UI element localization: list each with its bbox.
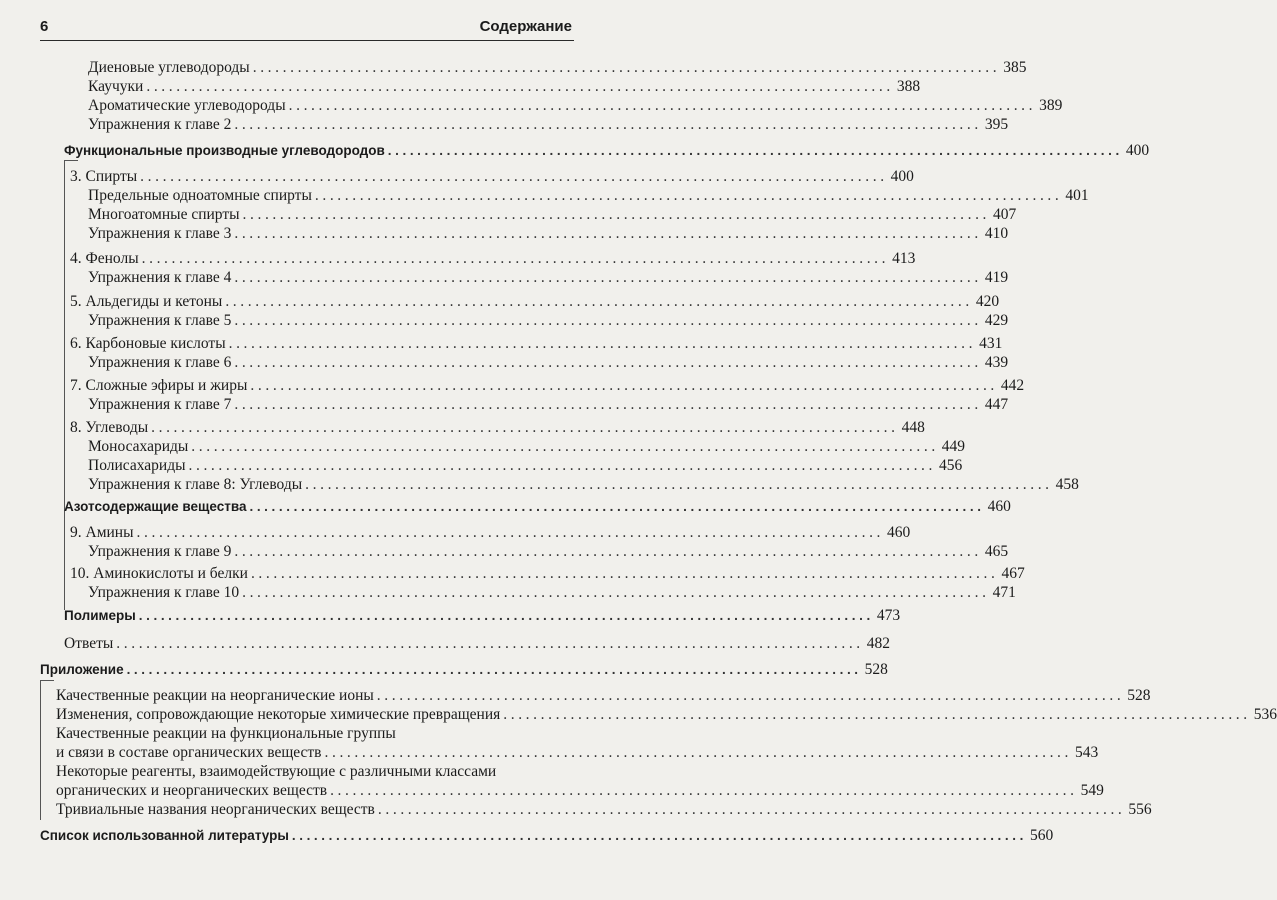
toc-entry-page: 465 <box>984 543 1009 560</box>
toc-section-title: Полимеры <box>64 608 136 623</box>
toc-entry-page: 388 <box>896 78 921 95</box>
toc-section-page: 473 <box>876 607 901 624</box>
dot-leader: .................................................................................................... <box>234 225 982 242</box>
toc-entry-page: 395 <box>984 116 1009 133</box>
toc-entry[interactable] <box>88 353 1009 372</box>
toc-entry-page: 556 <box>1128 801 1152 818</box>
running-header <box>40 14 574 41</box>
page-number: 6 <box>40 18 49 35</box>
toc-entry[interactable] <box>88 96 1063 115</box>
section-bracket-rule <box>40 680 54 681</box>
toc-entry[interactable] <box>88 77 921 96</box>
toc-section[interactable] <box>40 826 1054 845</box>
toc-section-page: 560 <box>1029 827 1054 844</box>
toc-entry-title: Упражнения к главе 10 <box>88 584 240 601</box>
toc-entry-page: 471 <box>992 584 1016 601</box>
toc-entry-page: 429 <box>984 312 1009 329</box>
toc-entry-page: 458 <box>1055 476 1079 493</box>
toc-entry-page: 549 <box>1080 782 1104 799</box>
toc-section[interactable] <box>64 141 1150 160</box>
section-bracket-rule <box>64 160 78 161</box>
dot-leader: .................................................................................................... <box>136 524 885 541</box>
dot-leader: .................................................................................................... <box>234 543 982 560</box>
toc-entry-title: 5. Альдегиды и кетоны <box>70 293 223 310</box>
toc-entry-title: Упражнения к главе 9 <box>88 543 232 560</box>
toc-entry[interactable] <box>88 475 1079 494</box>
toc-entry-page: 467 <box>1001 565 1025 582</box>
toc-entry-title-line: и связи в составе органических веществ <box>56 744 322 761</box>
toc-entry-page: 419 <box>984 269 1009 286</box>
toc-entry-title: 9. Амины <box>70 524 134 541</box>
toc-entry-title: Диеновые углеводороды <box>88 59 250 76</box>
toc-entry-page: 543 <box>1075 744 1099 761</box>
dot-leader: .................................................................................................... <box>234 116 982 133</box>
dot-leader: .................................................................................................... <box>242 584 990 601</box>
toc-entry[interactable] <box>56 743 1099 762</box>
toc-entry-title-line: органических и неорганических веществ <box>56 782 328 799</box>
dot-leader: .................................................................................................... <box>387 143 1123 158</box>
toc-entry[interactable] <box>88 268 1009 287</box>
toc-entry-title: Упражнения к главе 4 <box>88 269 232 286</box>
toc-section[interactable] <box>40 660 888 679</box>
toc-entry[interactable] <box>88 456 963 475</box>
toc-entry[interactable] <box>64 634 891 653</box>
dot-leader: .................................................................................................... <box>228 335 977 352</box>
dot-leader: .................................................................................................... <box>377 801 1126 818</box>
toc-entry-page: 528 <box>1127 687 1151 704</box>
toc-entry[interactable] <box>88 583 1016 602</box>
toc-entry-page: 420 <box>975 293 1000 310</box>
toc-entry-page: 536 <box>1253 706 1277 723</box>
toc-section[interactable] <box>64 497 1011 516</box>
toc-entry-page: 439 <box>984 354 1009 371</box>
toc-entry[interactable] <box>56 705 1277 724</box>
toc-entry-page: 407 <box>993 206 1017 223</box>
dot-leader: .................................................................................................... <box>234 269 982 286</box>
dot-leader: .................................................................................................... <box>126 662 862 677</box>
toc-entry-title: Каучуки <box>88 78 144 95</box>
toc-entry-title: 8. Углеводы <box>70 419 149 436</box>
dot-leader: .................................................................................................... <box>242 206 991 223</box>
toc-section[interactable] <box>64 606 901 625</box>
dot-leader: .................................................................................................... <box>188 457 936 474</box>
toc-entry-page: 413 <box>892 250 916 267</box>
dot-leader: .................................................................................................... <box>250 565 999 582</box>
dot-leader: .................................................................................................... <box>141 250 890 267</box>
toc-entry-page: 431 <box>979 335 1003 352</box>
toc-entry-title: Упражнения к главе 8: Углеводы <box>88 476 303 493</box>
dot-leader: .................................................................................................... <box>146 78 894 95</box>
toc-entry-title: Тривиальные названия неорганических веществ <box>56 801 375 818</box>
toc-entry[interactable] <box>70 418 925 437</box>
toc-entry-page: 456 <box>939 457 963 474</box>
toc-section-title: Функциональные производные углеводородов <box>64 143 385 158</box>
toc-entry[interactable] <box>70 334 1003 353</box>
dot-leader: .................................................................................................... <box>288 97 1037 114</box>
section-bracket-vertical <box>64 160 65 610</box>
toc-entry[interactable] <box>70 376 1025 395</box>
toc-section-title: Список использованной литературы <box>40 828 289 843</box>
toc-entry-title: Моносахариды <box>88 438 189 455</box>
dot-leader: .................................................................................................... <box>324 744 1072 761</box>
toc-entry-page: 410 <box>984 225 1009 242</box>
toc-entry-page: 385 <box>1003 59 1027 76</box>
toc-entry-multiline-first[interactable] <box>56 724 396 743</box>
toc-entry-page: 448 <box>901 419 925 436</box>
dot-leader: .................................................................................................... <box>140 168 888 185</box>
toc-entry[interactable] <box>88 205 1017 224</box>
toc-entry-title: Предельные одноатомные спирты <box>88 187 312 204</box>
toc-entry-page: 449 <box>941 438 966 455</box>
toc-entry-page: 482 <box>866 635 891 652</box>
dot-leader: .................................................................................................... <box>234 354 982 371</box>
dot-leader: .................................................................................................... <box>191 438 939 455</box>
toc-entry-multiline-first[interactable] <box>56 762 496 781</box>
running-title: Содержание <box>479 18 572 35</box>
toc-entry[interactable] <box>88 58 1027 77</box>
dot-leader: .................................................................................................... <box>234 396 982 413</box>
toc-entry-title: 4. Фенолы <box>70 250 139 267</box>
toc-entry[interactable] <box>70 167 914 186</box>
dot-leader: .................................................................................................... <box>116 635 864 652</box>
toc-entry-page: 447 <box>984 396 1009 413</box>
toc-entry-title: 6. Карбоновые кислоты <box>70 335 226 352</box>
toc-section-page: 400 <box>1125 142 1150 159</box>
toc-entry[interactable] <box>88 224 1009 243</box>
toc-entry[interactable] <box>56 800 1152 819</box>
toc-entry-title: Упражнения к главе 3 <box>88 225 232 242</box>
toc-entry-page: 442 <box>1000 377 1025 394</box>
toc-entry[interactable] <box>56 781 1104 800</box>
toc-entry-title: Упражнения к главе 7 <box>88 396 232 413</box>
toc-entry-title: Многоатомные спирты <box>88 206 240 223</box>
toc-entry-page: 389 <box>1039 97 1063 114</box>
toc-section-page: 460 <box>987 498 1011 515</box>
toc-entry[interactable] <box>70 523 911 542</box>
toc-entry[interactable] <box>88 437 966 456</box>
toc-entry-title: Полисахариды <box>88 457 186 474</box>
toc-entry-title-line: Качественные реакции на функциональные группы <box>56 725 396 742</box>
toc-entry-title: 10. Аминокислоты и белки <box>70 565 248 582</box>
dot-leader: .................................................................................................... <box>314 187 1063 204</box>
dot-leader: .................................................................................................... <box>291 828 1027 843</box>
dot-leader: .................................................................................................... <box>305 476 1053 493</box>
toc-entry[interactable] <box>88 395 1009 414</box>
dot-leader: .................................................................................................... <box>225 293 973 310</box>
toc-section-page: 528 <box>864 661 888 678</box>
section-bracket-vertical <box>40 680 41 820</box>
toc-entry[interactable] <box>56 686 1151 705</box>
toc-entry-page: 460 <box>887 524 911 541</box>
toc-entry[interactable] <box>70 249 916 268</box>
toc-entry[interactable] <box>70 564 1025 583</box>
dot-leader: .................................................................................................... <box>151 419 899 436</box>
toc-entry[interactable] <box>88 186 1089 205</box>
toc-entry-title: 3. Спирты <box>70 168 138 185</box>
toc-entry-title: Ароматические углеводороды <box>88 97 286 114</box>
toc-entry-page: 400 <box>890 168 914 185</box>
dot-leader: .................................................................................................... <box>330 782 1078 799</box>
toc-entry-title: Упражнения к главе 2 <box>88 116 232 133</box>
dot-leader: .................................................................................................... <box>234 312 982 329</box>
toc-entry-title: Изменения, сопровождающие некоторые химические превращения <box>56 706 501 723</box>
toc-entry-title-line: Некоторые реагенты, взаимодействующие с различными классами <box>56 763 497 780</box>
toc-entry-title: Ответы <box>64 635 114 652</box>
toc-section-title: Приложение <box>40 662 124 677</box>
toc-entry-title: Упражнения к главе 6 <box>88 354 232 371</box>
dot-leader: .................................................................................................... <box>249 499 985 514</box>
toc-entry[interactable] <box>88 311 1009 330</box>
dot-leader: .................................................................................................... <box>138 608 874 623</box>
toc-entry-title: Качественные реакции на неорганические ионы <box>56 687 374 704</box>
toc-entry-title: Упражнения к главе 5 <box>88 312 232 329</box>
toc-section-title: Азотсодержащие вещества <box>64 499 247 514</box>
toc-entry-title: 7. Сложные эфиры и жиры <box>70 377 248 394</box>
toc-entry[interactable] <box>70 292 1000 311</box>
dot-leader: .................................................................................................... <box>252 59 1001 76</box>
toc-entry[interactable] <box>88 115 1009 134</box>
toc-entry[interactable] <box>88 542 1009 561</box>
dot-leader: .................................................................................................... <box>250 377 998 394</box>
dot-leader: .................................................................................................... <box>376 687 1125 704</box>
toc-entry-page: 401 <box>1065 187 1089 204</box>
dot-leader: .................................................................................................... <box>503 706 1251 723</box>
